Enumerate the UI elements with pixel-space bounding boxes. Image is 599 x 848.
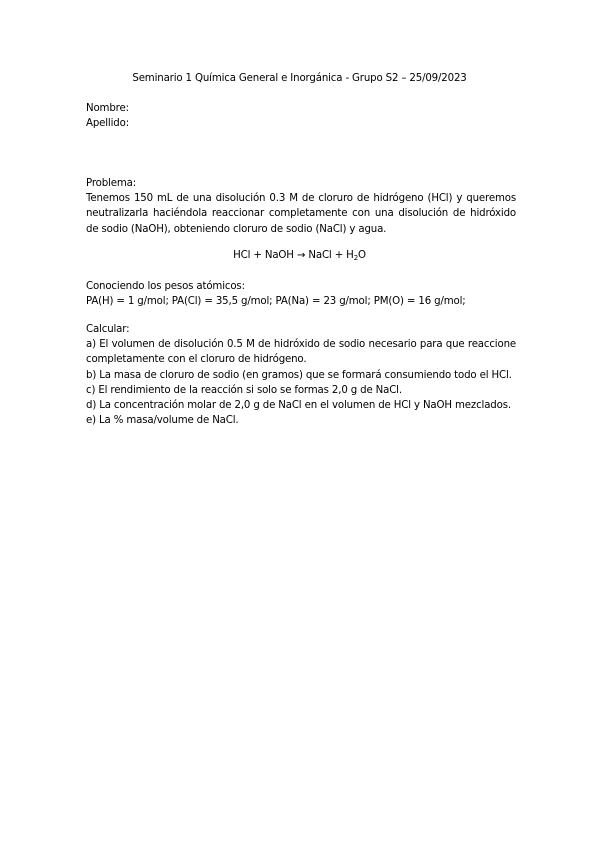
student-info	[86, 101, 516, 131]
reaction-arrow-icon: →	[296, 250, 306, 261]
atomic-weights-section	[86, 279, 516, 309]
questions-heading: Calcular:	[86, 324, 130, 335]
equation-plus-1: +	[253, 250, 262, 261]
name-label: Nombre:	[86, 103, 129, 114]
equation-product-2: $H_2O$	[346, 250, 366, 262]
questions-section	[86, 322, 516, 428]
problem-statement: Tenemos 150 mL de una disolución 0.3 M de cloruro de hidrógeno (HCl) y queremos neutralizarla haciéndola reaccionar completamente con una disolución de hidróxido de sodio (NaOH), obteniendo cloruro de sodio (NaCl) y agua.	[86, 193, 516, 235]
question-item: d) La concentración molar de 2,0 g de NaCl en el volumen de HCl y NaOH mezclados.	[86, 400, 511, 412]
problem-section	[86, 176, 516, 237]
equation-reactant-2: NaOH	[264, 250, 294, 261]
question-item: c) El rendimiento de la reacción si solo se formas 2,0 g de NaCl.	[86, 384, 402, 396]
problem-heading: Problema:	[86, 178, 136, 189]
document-title: Seminario 1 Química General e Inorgánica - Grupo S2 – 25/09/2023	[132, 73, 467, 84]
equation-product-1: NaCl	[308, 250, 332, 261]
atomic-weights-heading: Conociendo los pesos atómicos:	[86, 281, 245, 292]
chemical-equation	[0, 248, 599, 263]
equation-reactant-1: HCl	[233, 250, 251, 261]
equation-plus-2: +	[334, 250, 344, 261]
question-item: e) La % masa/volume de NaCl.	[86, 415, 239, 427]
question-item: a) El volumen de disolución 0.5 M de hidróxido de sodio necesario para que reaccione completamente con el cloruro de hidrógeno.	[86, 339, 516, 366]
surname-label: Apellido:	[86, 118, 129, 130]
atomic-weights-values: PA(H) = 1 g/mol; PA(Cl) = 35,5 g/mol; PA(Na) = 23 g/mol; PM(O) = 16 g/mol;	[86, 296, 466, 308]
question-item: b) La masa de cloruro de sodio (en gramos) que se formará consumiendo todo el HCl.	[86, 369, 512, 381]
